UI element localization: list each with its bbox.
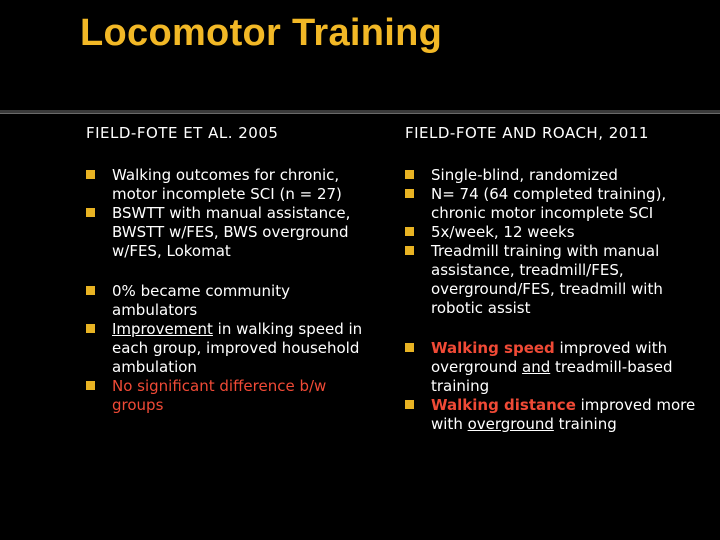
list-item xyxy=(86,282,376,320)
underlined-term: Improvement xyxy=(112,320,213,338)
list-item-text: N= 74 (64 completed training), chronic motor incomplete SCI xyxy=(431,185,667,222)
list-item xyxy=(86,377,376,415)
spacer xyxy=(405,318,705,339)
list-item-text: 5x/week, 12 weeks xyxy=(431,223,575,241)
list-item-text: training xyxy=(553,415,617,433)
left-column-heading: FIELD-FOTE ET AL. 2005 xyxy=(86,124,279,142)
list-item xyxy=(405,396,705,434)
highlighted-term: Walking speed xyxy=(431,339,555,357)
right-column-heading: FIELD-FOTE AND ROACH, 2011 xyxy=(405,124,649,142)
left-bullet-list-1 xyxy=(86,166,376,261)
square-bullet-icon xyxy=(86,286,95,295)
square-bullet-icon xyxy=(86,381,95,390)
list-item-text: in walking speed in each group, improved household ambulation xyxy=(112,320,363,376)
underlined-term: and xyxy=(522,358,551,376)
square-bullet-icon xyxy=(86,170,95,179)
list-item xyxy=(405,242,705,318)
list-item xyxy=(86,320,376,377)
list-item xyxy=(405,339,705,396)
highlighted-finding: No significant difference b/w groups xyxy=(112,377,327,414)
square-bullet-icon xyxy=(86,208,95,217)
title-divider-highlight xyxy=(0,113,720,114)
square-bullet-icon xyxy=(405,189,414,198)
list-item-text: 0% became community ambulators xyxy=(112,282,290,319)
spacer xyxy=(86,261,376,282)
list-item-text: BSWTT with manual assistance, BWSTT w/FES, BWS overground w/FES, Lokomat xyxy=(112,204,351,260)
right-column xyxy=(405,124,705,434)
underlined-term: overground xyxy=(467,415,554,433)
list-item-text: treadmill-based training xyxy=(431,358,673,395)
left-column xyxy=(86,124,376,415)
square-bullet-icon xyxy=(405,246,414,255)
list-item xyxy=(405,223,705,242)
highlighted-term: Walking distance xyxy=(431,396,576,414)
square-bullet-icon xyxy=(86,324,95,333)
list-item-text: Single-blind, randomized xyxy=(431,166,618,184)
right-bullet-list-2 xyxy=(405,339,705,434)
list-item-text: improved with overground xyxy=(431,339,668,376)
list-item xyxy=(405,185,705,223)
list-item-text: Walking outcomes for chronic, motor incomplete SCI (n = 27) xyxy=(112,166,342,203)
list-item-text: improved more with xyxy=(431,396,696,433)
left-bullet-list-2 xyxy=(86,282,376,415)
slide-title: Locomotor Training xyxy=(80,12,443,54)
square-bullet-icon xyxy=(405,343,414,352)
list-item-text: Treadmill training with manual assistance, treadmill/FES, overground/FES, treadmill with robotic assist xyxy=(431,242,663,317)
list-item xyxy=(405,166,705,185)
square-bullet-icon xyxy=(405,400,414,409)
square-bullet-icon xyxy=(405,227,414,236)
list-item xyxy=(86,166,376,204)
square-bullet-icon xyxy=(405,170,414,179)
list-item xyxy=(86,204,376,261)
right-bullet-list-1 xyxy=(405,166,705,318)
